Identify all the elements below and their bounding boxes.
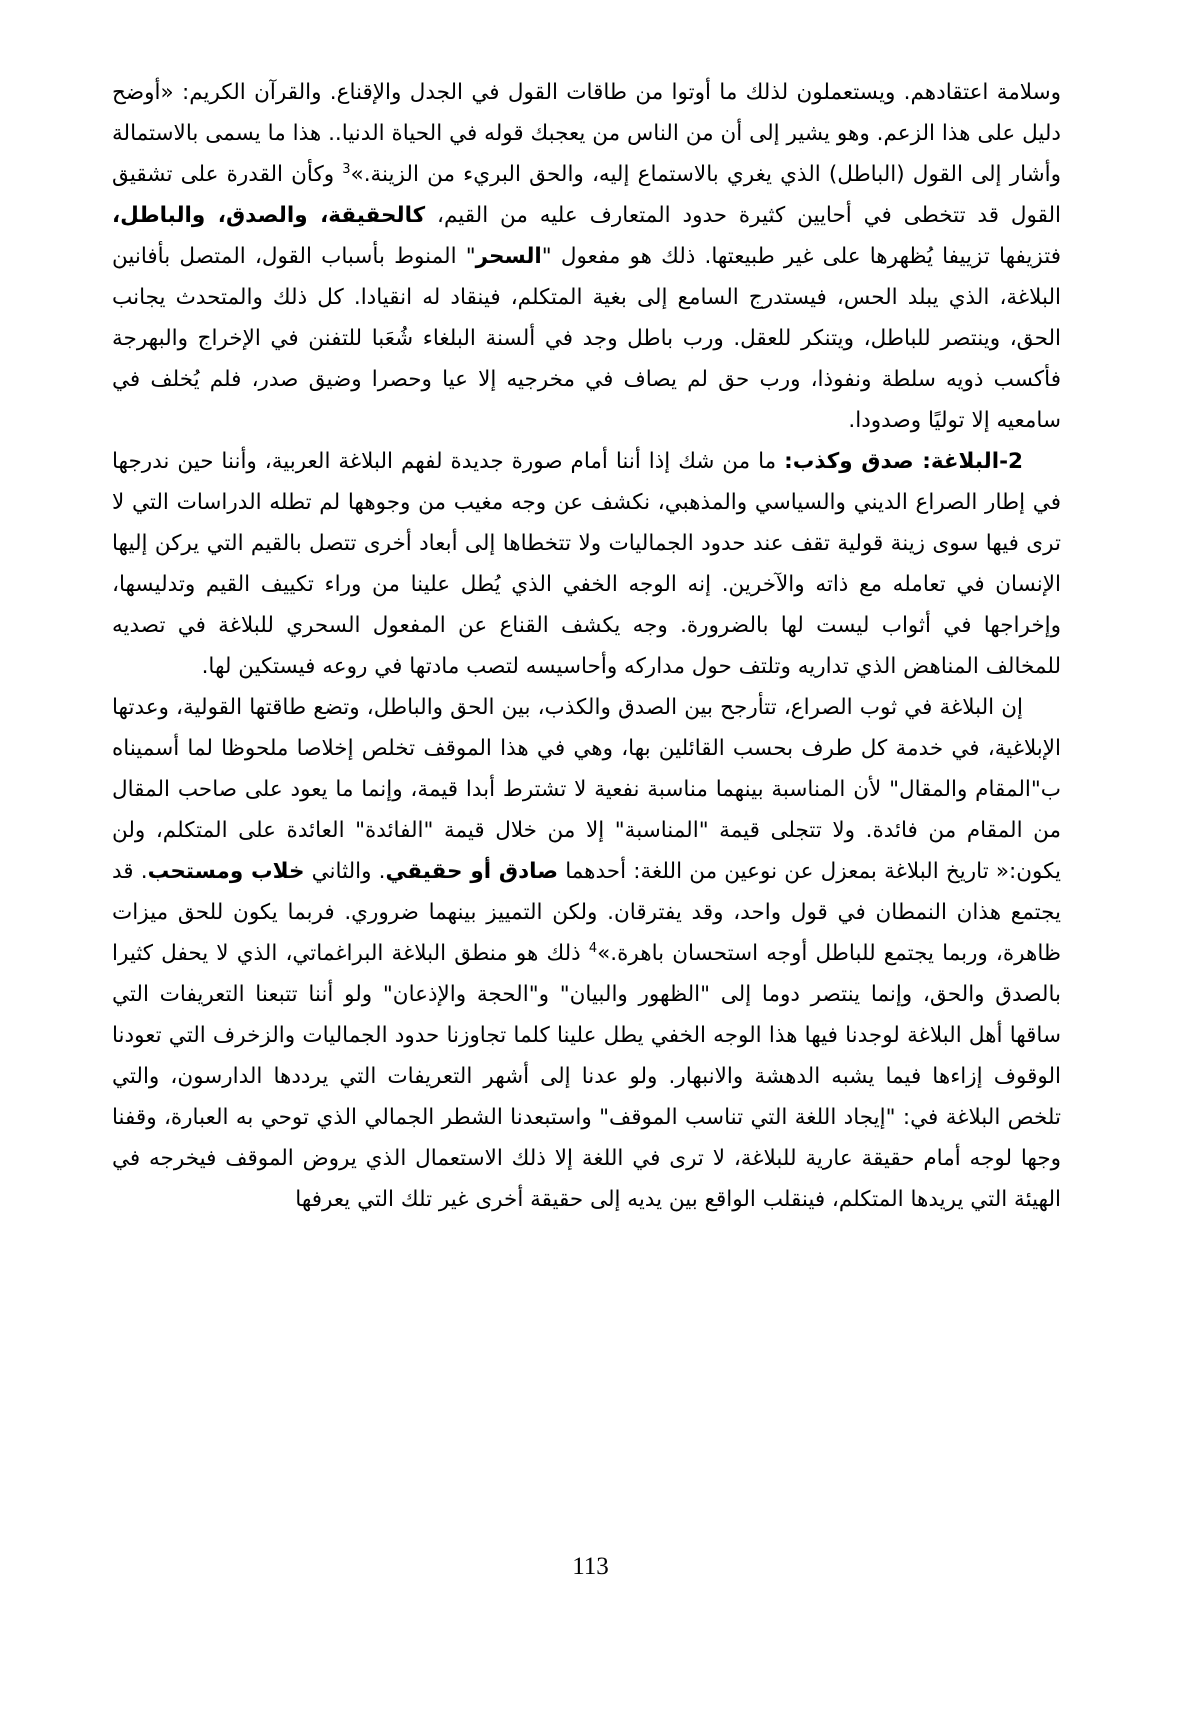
text-run: ما من شك إذا أننا أمام صورة جديدة لفهم البلاغة العربية، وأننا حين ندرجها في إطار الصراع الديني والسياسي والمذهبي، نكشف عن وجه مغيب من وجوهها لم تطله الدراسات التي لا ترى فيها سوى زينة قولية تقف عند حدود الجماليات ولا تتخطاها إلى أبعاد أخرى تتصل بالقيم التي يركن إليها الإنسان في تعامله مع ذاته والآخرين. إنه الوجه الخفي الذي يُطل علينا من وراء تكييف القيم وتدليسها، وإخراجها في أثواب ليست لها بالضرورة. وجه يكشف القناع عن المفعول السحري للبلاغة في تصديه للمخالف المناهض الذي تداريه وتلتف حول مداركه وأحاسيسه لتصب مادتها في روعه فيستكين لها. — [112, 449, 1061, 679]
section-heading: 2-البلاغة: صدق وكذب: — [784, 449, 1023, 474]
paragraph-2-section-heading — [112, 441, 1061, 687]
footnote-reference-4: 4 — [588, 940, 598, 956]
text-run: وسلامة اعتقادهم. ويستعملون لذلك ما أوتوا من طاقات القول في الجدل والإقناع. والقرآن الكريم: «أوضح دليل على هذا الزعم. وهو يشير إلى أن من الناس من يعجبك قوله في الحياة الدنيا.. هذا ما يسمى بالاستمالة وأشار إلى القول (الباطل) الذي يغري بالاستماع إليه، والحق البريء من الزينة.» — [112, 80, 1061, 187]
paragraph-3 — [112, 687, 1061, 1220]
text-run: . قد يجتمع هذان النمطان في قول واحد، وقد يفترقان. ولكن التمييز بينهما ضروري. فربما يكون للحق ميزات ظاهرة، وربما يجتمع للباطل أوجه استحسان باهرة.» — [112, 859, 1061, 966]
footnote-reference-3: 3 — [342, 161, 351, 177]
document-page — [112, 72, 1061, 1652]
paragraph-1 — [112, 72, 1061, 441]
bold-text-run: خلاب ومستحب — [147, 859, 305, 884]
text-run: ذلك هو منطق البلاغة البراغماتي، الذي لا يحفل كثيرا بالصدق والحق، وإنما ينتصر دوما إلى "الظهور والبيان" و"الحجة والإذعان" ولو أننا تتبعنا التعريفات التي ساقها أهل البلاغة لوجدنا فيها هذا الوجه الخفي يطل علينا كلما تجاوزنا حدود الجماليات والزخرف التي تعودنا الوقوف إزاءها فيما يشبه الدهشة والانبهار. ولو عدنا إلى أشهر التعريفات التي يرددها الدارسون، والتي تلخص البلاغة في: "إيجاد اللغة التي تناسب الموقف" واستبعدنا الشطر الجمالي الذي توحي به العبارة، وقفنا وجها لوجه أمام حقيقة عارية للبلاغة، لا ترى في اللغة إلا ذلك الاستعمال الذي يروض الموقف فيخرجه في الهيئة التي يريدها المتكلم، فينقلب الواقع بين يديه إلى حقيقة أخرى غير تلك التي يعرفها — [112, 941, 1061, 1212]
bold-text-run: صادق أو حقيقي — [385, 859, 559, 884]
text-run: فتزيفها تزييفا يُظهرها على غير طبيعتها. ذلك هو مفعول " — [541, 244, 1061, 269]
bold-text-run: السحر — [475, 244, 542, 269]
bold-text-run: كالحقيقة، والصدق، والباطل، — [112, 203, 426, 228]
text-run: وكأن القدرة على تشقيق القول قد تتخطى في أحايين كثيرة حدود المتعارف عليه من القيم، — [112, 162, 1061, 228]
page-number: 113 — [572, 1553, 609, 1580]
text-run: . والثاني — [304, 859, 386, 884]
text-run: " المنوط بأسباب القول، المتصل بأفانين البلاغة، الذي يبلد الحس، فيستدرج السامع إلى بغية المتكلم، فينقاد له انقيادا. كل ذلك والمتحدث يجانب الحق، وينتصر للباطل، ويتنكر للعقل. ورب باطل وجد في ألسنة البلغاء شُعَبا للتفنن في الإخراج والبهرجة فأكسب ذويه سلطة ونفوذا، ورب حق لم يصاف في مخرجيه إلا عيا وحصرا وضيق صدر، فلم يُخلف في سامعيه إلا توليًا وصدودا. — [112, 244, 1061, 433]
text-run: إن البلاغة في ثوب الصراع، تتأرجح بين الصدق والكذب، بين الحق والباطل، وتضع طاقتها القولية، وعدتها الإبلاغية، في خدمة كل طرف بحسب القائلين بها، وهي في هذا الموقف تخلص إخلاصا ملحوظا لما أسميناه ب"المقام والمقال" لأن المناسبة بينهما مناسبة نفعية لا تشترط أبدا قيمة، وإنما ما يعود على صاحب المقال من المقام من فائدة. ولا تتجلى قيمة "المناسبة" إلا من خلال قيمة "الفائدة" العائدة على المتكلم، ولن يكون:« تاريخ البلاغة بمعزل عن نوعين من اللغة: أحدهما — [112, 695, 1062, 884]
